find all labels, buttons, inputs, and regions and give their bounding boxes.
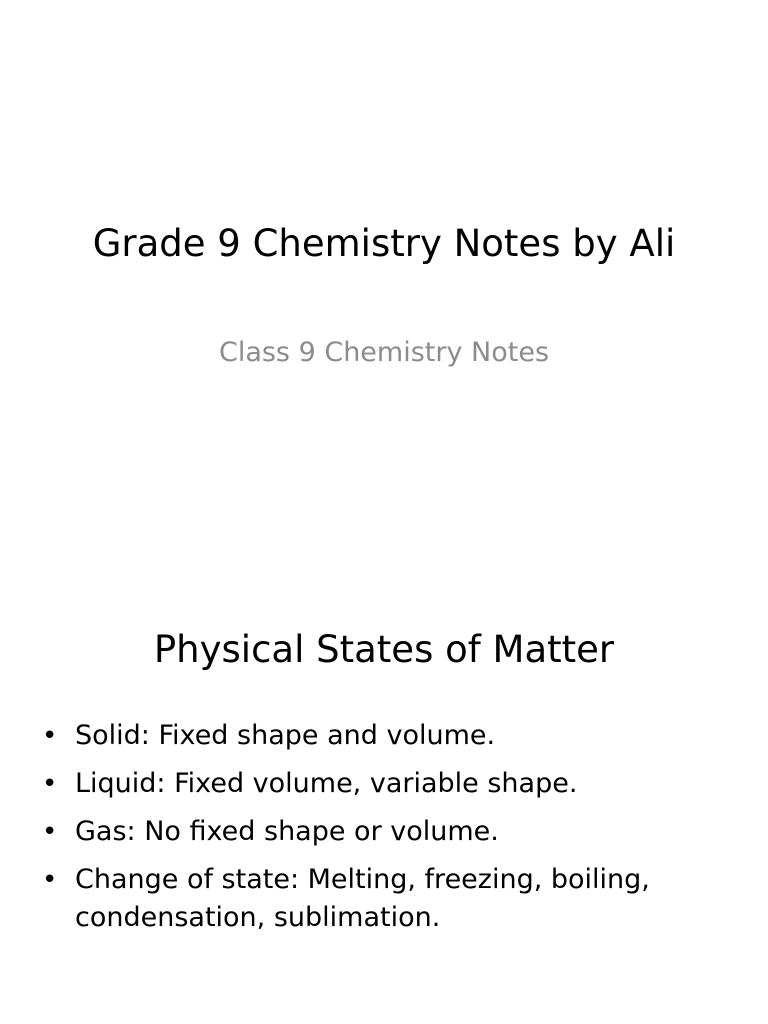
slide-subtitle: Class 9 Chemistry Notes bbox=[218, 337, 550, 368]
bullet-icon: • bbox=[42, 865, 58, 895]
bullet-text: Change of state: Melting, freezing, boiling, condensation, sublimation. bbox=[75, 864, 650, 933]
bullet-item bbox=[40, 861, 720, 937]
bullet-text: Gas: No fixed shape or volume. bbox=[75, 816, 499, 847]
slide-title: Physical States of Matter bbox=[153, 628, 615, 671]
bullet-icon: • bbox=[42, 721, 58, 751]
content-slide bbox=[0, 512, 768, 1024]
bullet-icon: • bbox=[42, 817, 58, 847]
bullet-text: Solid: Fixed shape and volume. bbox=[75, 720, 496, 751]
bullet-item bbox=[40, 717, 720, 755]
slide-title: Grade 9 Chemistry Notes by Ali bbox=[92, 222, 676, 265]
bullet-item bbox=[40, 813, 720, 851]
bullet-text: Liquid: Fixed volume, variable shape. bbox=[75, 768, 578, 799]
bullet-icon: • bbox=[42, 769, 58, 799]
bullet-list bbox=[40, 717, 720, 947]
bullet-item bbox=[40, 765, 720, 803]
